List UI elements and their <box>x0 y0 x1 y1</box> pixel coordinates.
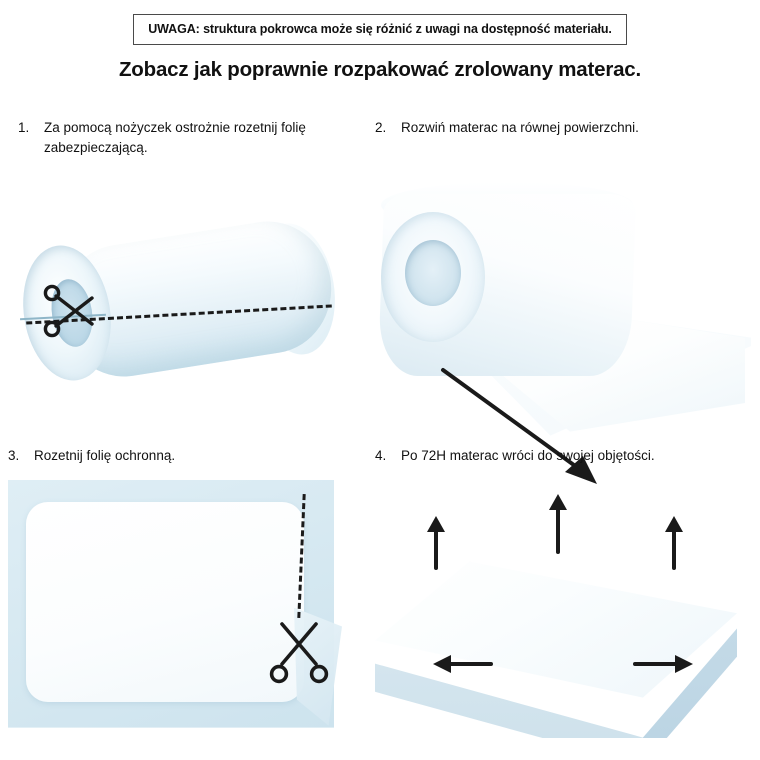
step-1-heading <box>18 118 348 157</box>
step-4-illustration <box>375 480 745 750</box>
step-4-number: 4. <box>375 448 387 463</box>
expand-arrow-right-icon <box>633 652 695 681</box>
step-1 <box>18 118 348 371</box>
step-2-number: 2. <box>375 120 387 135</box>
step-2-illustration <box>375 152 745 442</box>
steps-grid <box>0 118 760 758</box>
step-1-text: Za pomocą nożyczek ostrożnie rozetnij folię zabezpieczającą. <box>44 120 306 155</box>
roll-core-hole <box>405 240 461 306</box>
notice-banner-wrap <box>0 14 760 45</box>
page-title: Zobacz jak poprawnie rozpakować zrolowany materac. <box>118 58 642 81</box>
step-4-heading <box>375 446 745 466</box>
expand-arrow-up-right-icon <box>661 514 687 575</box>
expand-arrow-up-left-icon <box>423 514 449 575</box>
step-4-text: Po 72H materac wróci do swojej objętości. <box>401 448 655 463</box>
flat-mattress <box>26 502 304 702</box>
step-4 <box>375 446 745 750</box>
expand-arrow-left-icon <box>431 652 493 681</box>
step-3-number: 3. <box>8 448 20 463</box>
step-1-illustration <box>18 171 348 371</box>
step-2-heading <box>375 118 745 138</box>
step-3-illustration <box>8 480 348 750</box>
step-3 <box>8 446 338 750</box>
step-3-text: Rozetnij folię ochronną. <box>34 448 176 463</box>
notice-banner: UWAGA: struktura pokrowca może się różnić z uwagi na dostępność materiału. <box>133 14 627 45</box>
step-1-number: 1. <box>18 120 30 135</box>
scissors-icon <box>266 608 336 690</box>
expand-arrow-up-center-icon <box>545 492 571 559</box>
step-2 <box>375 118 745 442</box>
step-2-text: Rozwiń materac na równej powierzchni. <box>401 120 639 135</box>
step-3-heading <box>8 446 338 466</box>
scissors-icon <box>42 283 102 339</box>
